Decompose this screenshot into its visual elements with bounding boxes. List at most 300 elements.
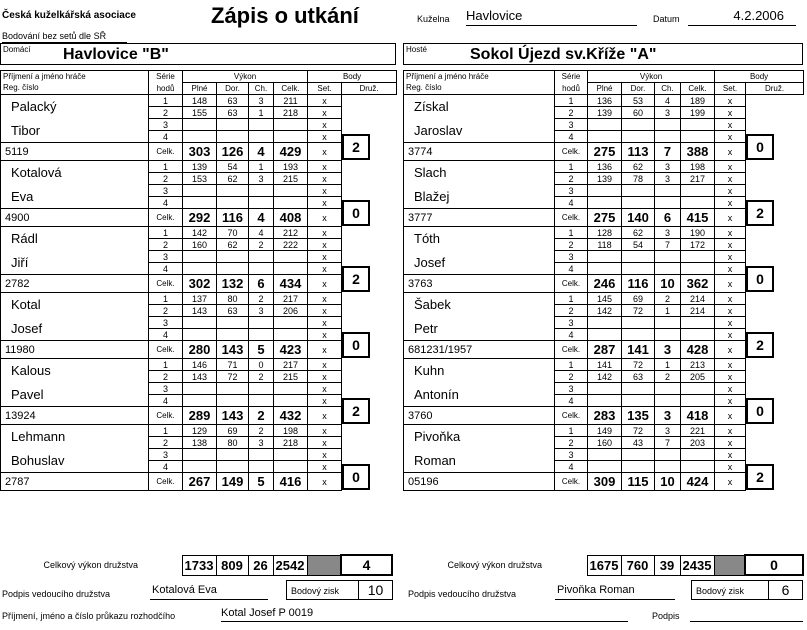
points-spacer [746,425,804,461]
misses-value: 3 [655,227,681,239]
away-captain-label: Podpis vedoucího družstva [408,589,517,599]
misses-value [249,395,274,407]
home-total-clear: 809 [216,555,248,575]
misses-value: 3 [249,437,274,449]
clear-value [217,383,249,395]
misses-value [249,329,274,341]
sets-value: x [715,329,746,341]
full-value: 139 [588,173,622,185]
player-total-clear: 143 [217,407,249,425]
clear-value: 80 [217,293,249,305]
full-value [588,383,622,395]
player-points: 0 [342,464,370,490]
full-value [183,185,217,197]
player-name-header: Příjmení a jméno hráče [1,71,149,83]
total-row-label: Celk. [149,209,183,227]
header-row [1,71,397,83]
total-value: 213 [681,359,715,371]
home-team-perf-label: Celkový výkon družstva [43,560,139,570]
player-firstname: Pavel [1,383,149,407]
misses-value [249,383,274,395]
player-surname: Kotal [1,293,149,317]
player-total-score: 432 [274,407,308,425]
player-total-row [404,143,804,161]
clear-value [622,263,655,275]
series-number: 1 [555,425,588,437]
scoring-note: Bodování bez setů dle SŘ [2,31,107,41]
series-number: 4 [555,197,588,209]
player-points-cell [342,461,397,491]
date-label: Datum [653,14,680,24]
player-points-cell [746,263,804,293]
misses-value [655,317,681,329]
sets-header: Set. [308,83,342,95]
home-total-score: 2542 [273,555,307,575]
header-row [404,83,804,95]
series-number: 1 [149,161,183,173]
series-number: 3 [555,185,588,197]
misses-value: 2 [249,239,274,251]
player-total-score: 362 [681,275,715,293]
total-value [681,461,715,473]
clear-value: 60 [622,107,655,119]
player-total-score: 415 [681,209,715,227]
misses-value [655,263,681,275]
sets-value: x [715,305,746,317]
full-value: 129 [183,425,217,437]
misses-value [249,461,274,473]
clear-value [217,461,249,473]
series-number: 4 [149,197,183,209]
home-total-full: 1733 [182,555,216,575]
series-row [404,95,804,107]
player-total-row [1,275,397,293]
full-value: 146 [183,359,217,371]
series-number: 2 [149,305,183,317]
total-value: 217 [274,293,308,305]
total-row-label: Celk. [555,209,588,227]
clear-value [622,131,655,143]
total-value [681,251,715,263]
series-row [1,359,397,371]
series-row [1,185,397,197]
player-total-row [1,407,397,425]
home-label: Domácí [3,45,31,54]
total-row-label: Celk. [149,275,183,293]
misses-value [249,119,274,131]
sets-value: x [308,329,342,341]
player-total-full: 292 [183,209,217,227]
full-value: 128 [588,227,622,239]
clear-value: 63 [622,371,655,383]
misses-value: 7 [655,437,681,449]
points-spacer [746,95,804,131]
sets-value: x [308,185,342,197]
series-number: 3 [149,317,183,329]
full-value: 153 [183,173,217,185]
clear-value [622,383,655,395]
full-value [588,185,622,197]
player-total-full: 302 [183,275,217,293]
clear-value [217,131,249,143]
total-value [274,119,308,131]
total-header: Celk. [681,83,715,95]
series-number: 1 [149,359,183,371]
full-value [588,461,622,473]
clear-value [217,395,249,407]
series-number: 3 [555,119,588,131]
away-label: Hosté [406,45,427,54]
sets-value: x [308,197,342,209]
player-total-misses: 10 [655,473,681,491]
sets-value: x [308,293,342,305]
full-value [588,119,622,131]
series-row [1,161,397,173]
sets-value: x [308,437,342,449]
series-row [1,317,397,329]
sets-value: x [715,119,746,131]
full-value: 118 [588,239,622,251]
sets-value: x [308,107,342,119]
player-total-row [1,143,397,161]
player-points: 2 [746,464,774,490]
full-value [183,119,217,131]
player-total-clear: 149 [217,473,249,491]
full-value: 141 [588,359,622,371]
player-firstname: Jiří [1,251,149,275]
series-header: Série [555,71,588,83]
total-value: 214 [681,305,715,317]
total-value [274,395,308,407]
clear-value: 72 [622,305,655,317]
series-number: 4 [555,461,588,473]
home-total-misses: 26 [248,555,273,575]
signature-field [690,607,803,622]
full-value: 155 [183,107,217,119]
misses-value: 3 [655,161,681,173]
home-points-gain-value: 10 [358,580,392,600]
series-number: 2 [149,437,183,449]
sets-value: x [715,239,746,251]
misses-value [655,395,681,407]
away-team-total [403,554,804,576]
away-team-perf-label: Celkový výkon družstva [447,560,543,570]
player-firstname: Josef [1,317,149,341]
clear-value: 71 [217,359,249,371]
sets-value: x [715,197,746,209]
total-value [681,395,715,407]
misses-value [655,461,681,473]
home-points-gain-label: Bodový zisk [291,586,340,596]
player-surname: Kuhn [404,359,555,383]
series-number: 2 [149,173,183,185]
misses-value: 2 [655,371,681,383]
total-row-label: Celk. [149,341,183,359]
series-row [404,425,804,437]
series-number: 4 [149,329,183,341]
total-value: 218 [274,107,308,119]
player-total-clear: 135 [622,407,655,425]
misses-header: Ch. [655,83,681,95]
misses-value [655,197,681,209]
series-number: 3 [555,317,588,329]
player-firstname: Josef [404,251,555,275]
clear-value [217,449,249,461]
away-team-name: Sokol Újezd sv.Kříže "A" [470,46,657,63]
player-firstname: Jaroslav [404,119,555,143]
series-number: 2 [555,305,588,317]
series-row [404,227,804,239]
full-value [183,263,217,275]
home-total-sets [307,555,341,575]
player-total-full: 309 [588,473,622,491]
total-value [681,263,715,275]
clear-value [217,329,249,341]
misses-value: 3 [249,305,274,317]
misses-value: 4 [655,95,681,107]
player-points: 0 [342,332,370,358]
player-total-misses: 10 [655,275,681,293]
sets-value: x [308,341,342,359]
player-name-header: Příjmení a jméno hráče [404,71,555,83]
misses-value: 3 [655,425,681,437]
sets-value: x [715,371,746,383]
total-value: 199 [681,107,715,119]
player-points-cell [746,131,804,161]
player-points-cell [746,329,804,359]
sets-value: x [715,473,746,491]
series-row [1,227,397,239]
total-value [274,185,308,197]
player-points-cell [746,197,804,227]
home-points-gain [286,580,393,600]
sets-value: x [308,251,342,263]
player-firstname: Blažej [404,185,555,209]
points-spacer [746,293,804,329]
series-number: 4 [149,461,183,473]
home-team-points: 4 [341,555,392,575]
home-team-total [0,554,393,576]
sets-value: x [715,263,746,275]
sets-value: x [308,95,342,107]
sets-value: x [715,131,746,143]
series-header-2: hodů [149,83,183,95]
total-value [681,317,715,329]
header-row [1,83,397,95]
points-spacer [746,359,804,395]
player-firstname: Petr [404,317,555,341]
total-value [274,383,308,395]
sets-value: x [715,437,746,449]
player-total-full: 267 [183,473,217,491]
total-row-label: Celk. [149,143,183,161]
away-points-gain-value: 6 [768,580,802,600]
total-value: 217 [274,359,308,371]
clear-value: 62 [217,239,249,251]
full-value: 139 [588,107,622,119]
full-header: Plné [588,83,622,95]
clear-value: 54 [622,239,655,251]
player-reg-no: 2787 [1,473,149,491]
total-value [681,449,715,461]
player-reg-no: 3760 [404,407,555,425]
clear-value: 78 [622,173,655,185]
away-total-sets [714,555,745,575]
player-total-score: 418 [681,407,715,425]
away-points-gain-label: Bodový zisk [696,586,745,596]
player-points: 2 [342,266,370,292]
player-total-row [1,341,397,359]
points-spacer [342,95,397,131]
player-total-misses: 3 [655,407,681,425]
full-value [183,383,217,395]
points-spacer [746,161,804,197]
series-number: 2 [555,107,588,119]
player-reg-no: 13924 [1,407,149,425]
full-value: 143 [183,305,217,317]
date-field: 4.2.2006 [688,8,796,26]
player-total-full: 275 [588,143,622,161]
sets-value: x [715,395,746,407]
sets-value: x [308,131,342,143]
clear-value: 80 [217,437,249,449]
player-total-full: 289 [183,407,217,425]
misses-value: 1 [655,359,681,371]
total-value: 212 [274,227,308,239]
series-header: Série [149,71,183,83]
player-surname: Kalous [1,359,149,383]
sets-value: x [308,263,342,275]
full-value [183,197,217,209]
series-row [1,425,397,437]
sets-value: x [308,161,342,173]
full-value [588,395,622,407]
sets-value: x [308,425,342,437]
player-firstname: Roman [404,449,555,473]
team-points-header: Druž. [342,83,397,95]
misses-value: 3 [655,107,681,119]
away-total-clear: 760 [621,555,654,575]
misses-value [249,185,274,197]
performance-header: Výkon [183,71,308,83]
away-team-box [403,43,803,65]
player-total-clear: 140 [622,209,655,227]
clear-header: Dor. [622,83,655,95]
player-total-misses: 7 [655,143,681,161]
team-points-header: Druž. [746,83,804,95]
full-value [588,329,622,341]
full-value: 142 [588,371,622,383]
away-points-gain [691,580,803,600]
clear-value [622,119,655,131]
sets-value: x [715,317,746,329]
sets-value: x [715,143,746,161]
association-name: Česká kuželkářská asociace [2,10,136,21]
series-number: 1 [149,293,183,305]
clear-value: 69 [622,293,655,305]
player-surname: Pivoňka [404,425,555,449]
series-number: 3 [149,383,183,395]
player-surname: Tóth [404,227,555,251]
series-number: 2 [149,107,183,119]
total-value: 215 [274,371,308,383]
series-number: 1 [149,425,183,437]
points-spacer [342,161,397,197]
misses-value: 1 [249,161,274,173]
player-points: 2 [746,200,774,226]
full-value: 149 [588,425,622,437]
total-value: 189 [681,95,715,107]
sets-value: x [308,395,342,407]
player-total-score: 416 [274,473,308,491]
sets-value: x [308,209,342,227]
total-value [274,263,308,275]
clear-value [622,251,655,263]
sets-value: x [308,239,342,251]
player-points-cell [342,197,397,227]
player-total-row [404,341,804,359]
clear-value [217,317,249,329]
misses-value: 3 [249,173,274,185]
series-row [1,293,397,305]
misses-value [655,329,681,341]
player-total-row [1,209,397,227]
clear-value [622,395,655,407]
total-row-label: Celk. [555,473,588,491]
series-number: 4 [149,395,183,407]
sets-value: x [308,449,342,461]
player-total-full: 246 [588,275,622,293]
series-number: 3 [555,383,588,395]
clear-value [622,185,655,197]
clear-value: 70 [217,227,249,239]
player-reg-no: 681231/1957 [404,341,555,359]
series-row [1,119,397,131]
player-points-cell [342,329,397,359]
total-row-label: Celk. [555,407,588,425]
player-points: 0 [746,266,774,292]
full-value [183,131,217,143]
misses-value: 1 [655,305,681,317]
total-row-label: Celk. [149,407,183,425]
player-total-score: 423 [274,341,308,359]
total-value [681,197,715,209]
points-spacer [342,359,397,395]
player-points-cell [342,395,397,425]
player-total-score: 428 [681,341,715,359]
sets-value: x [715,407,746,425]
series-number: 1 [555,227,588,239]
misses-value: 0 [249,359,274,371]
clear-value [217,263,249,275]
player-total-score: 424 [681,473,715,491]
misses-value: 2 [655,293,681,305]
player-total-clear: 143 [217,341,249,359]
full-value [183,251,217,263]
sets-value: x [308,119,342,131]
player-total-misses: 3 [655,341,681,359]
total-value: 203 [681,437,715,449]
clear-value: 62 [622,227,655,239]
clear-value [217,185,249,197]
total-value: 198 [274,425,308,437]
player-total-clear: 115 [622,473,655,491]
full-value: 142 [588,305,622,317]
away-captain-field: Pivoňka Roman [555,584,675,600]
clear-value: 72 [622,425,655,437]
player-total-full: 303 [183,143,217,161]
sets-value: x [715,251,746,263]
